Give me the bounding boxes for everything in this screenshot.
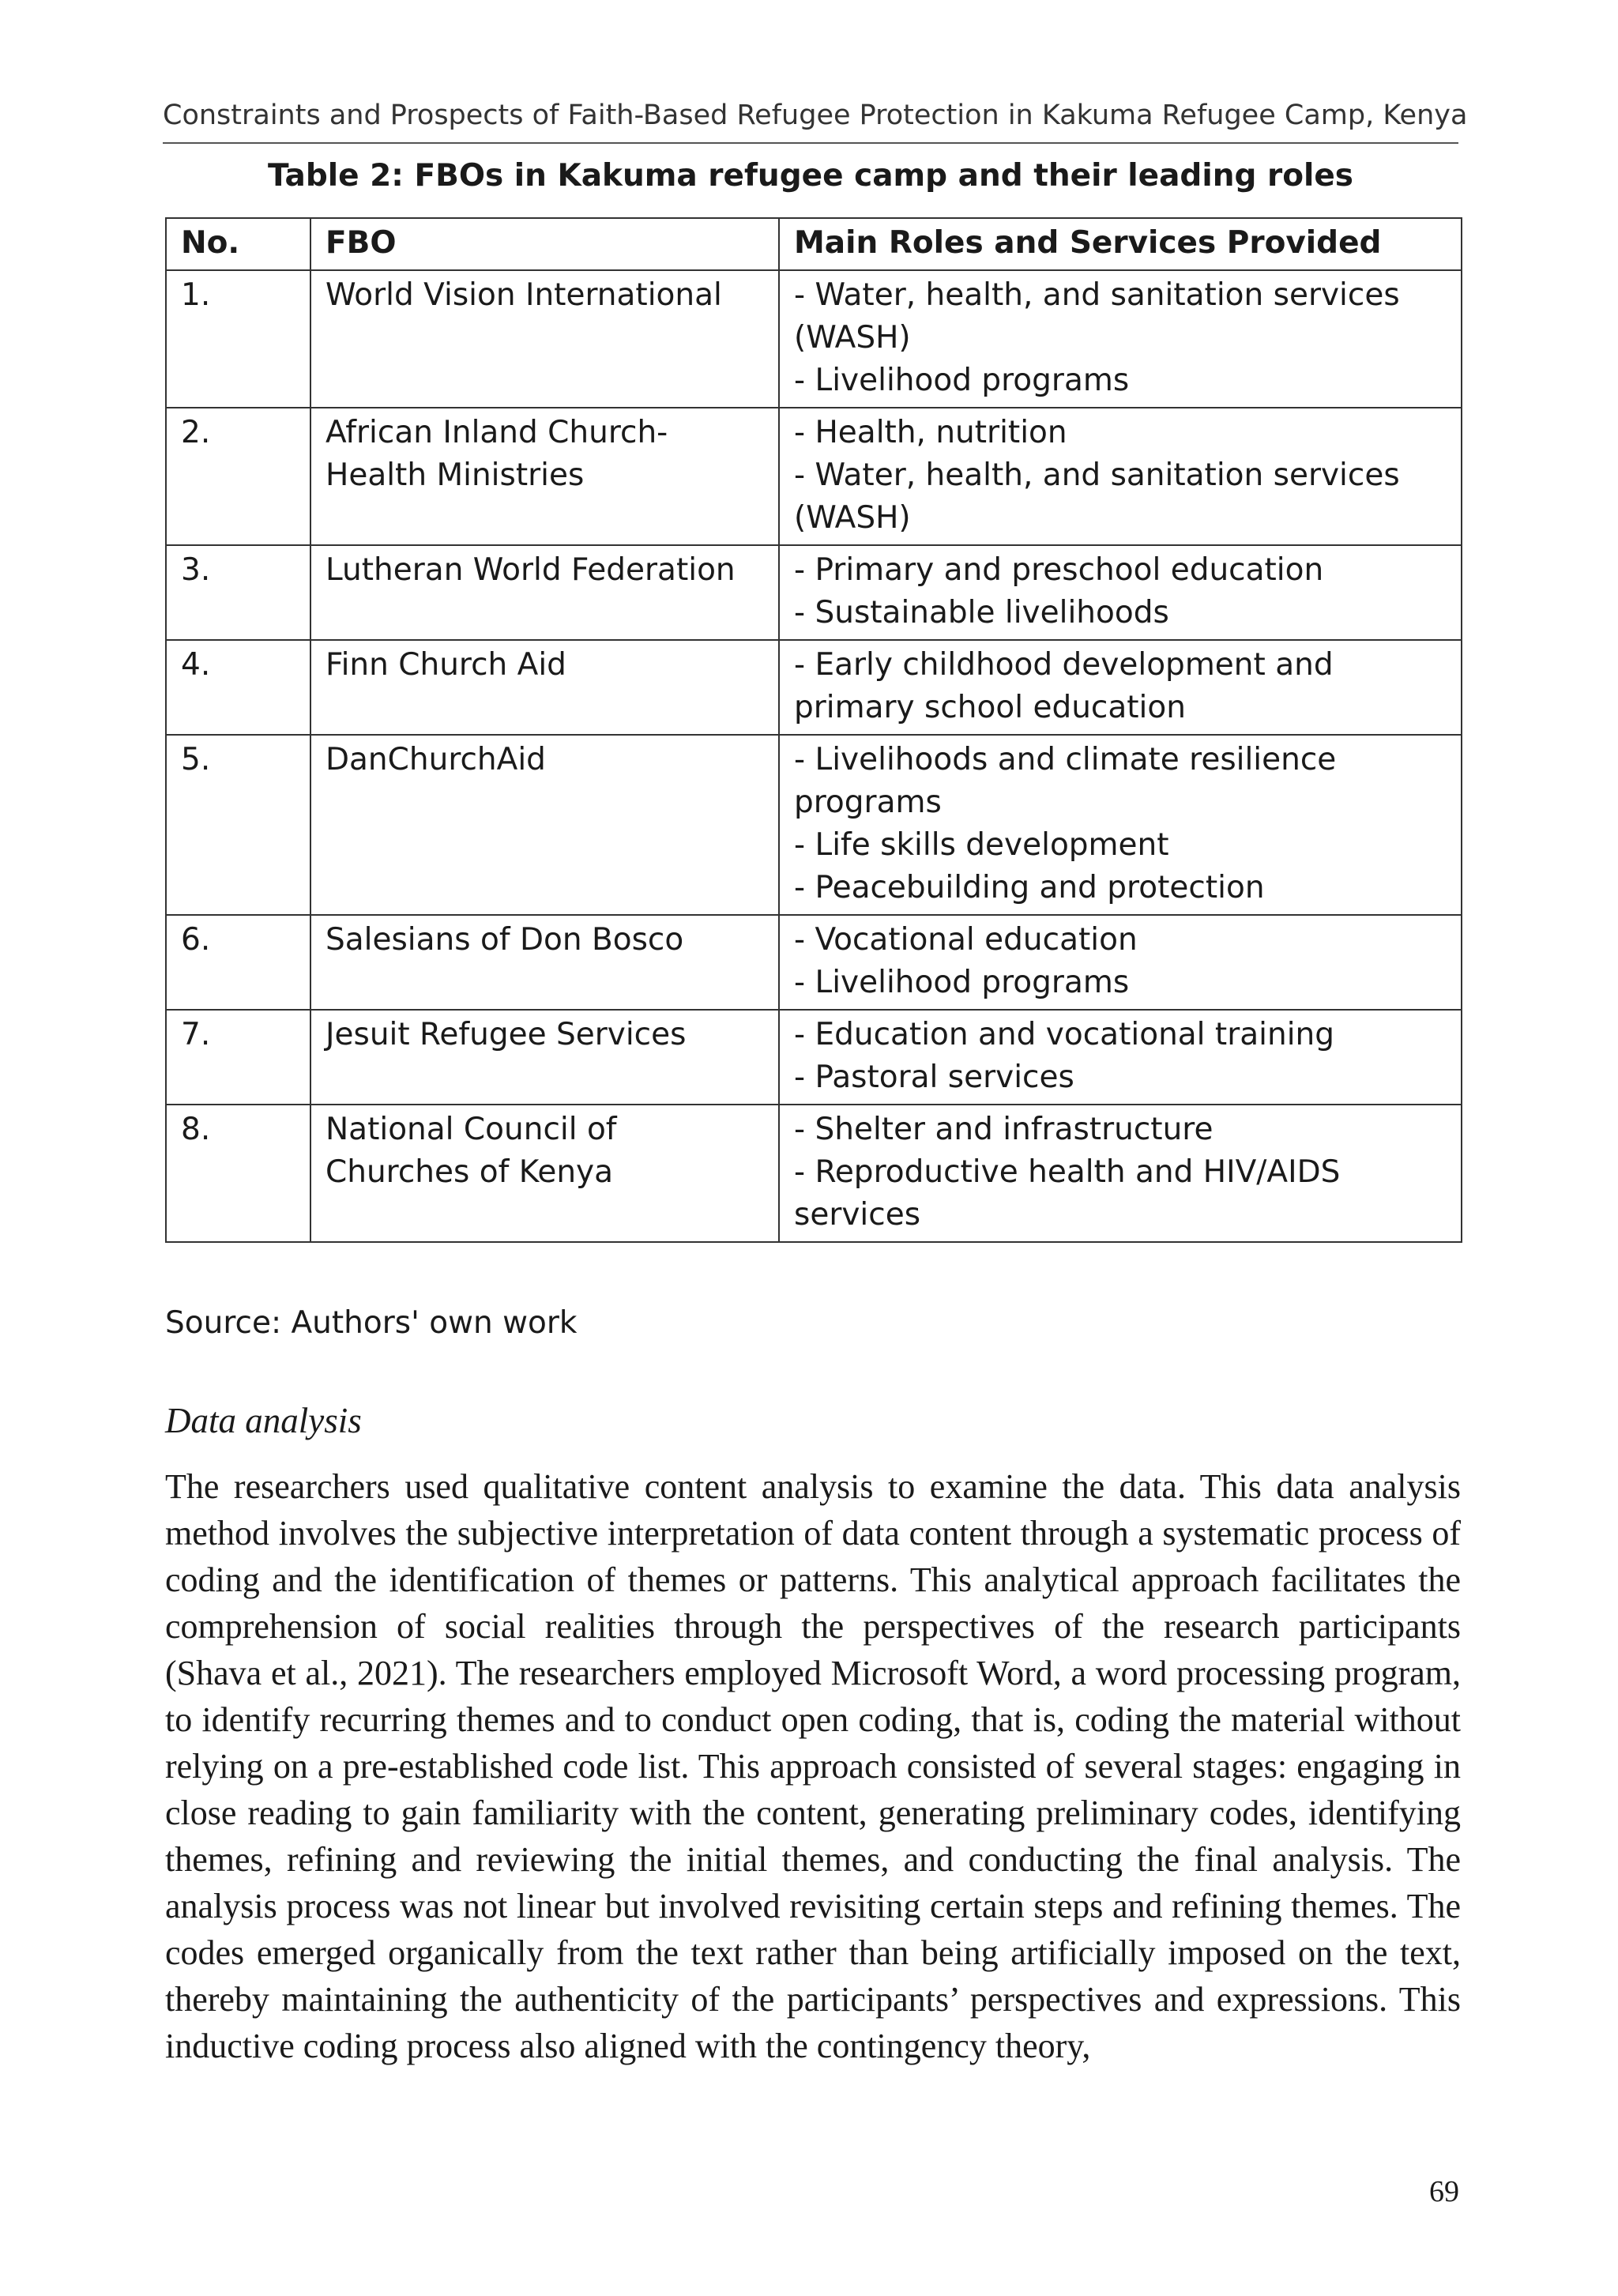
table-row xyxy=(166,270,1462,408)
role-line: (WASH) xyxy=(794,320,911,356)
role-line: - Shelter and infrastructure xyxy=(794,1112,1214,1147)
header-roles: Main Roles and Services Provided xyxy=(779,218,1462,270)
fbo-name-line: National Council of xyxy=(325,1112,617,1147)
table-title: Table 2: FBOs in Kakuma refugee camp and their leading roles xyxy=(267,158,1354,194)
role-line: - Livelihood programs xyxy=(794,965,1130,1000)
table-source: Source: Authors' own work xyxy=(165,1305,578,1341)
header-no: No. xyxy=(166,218,310,270)
role-line: - Peacebuilding and protection xyxy=(794,870,1265,905)
section-heading: Data analysis xyxy=(165,1401,362,1440)
cell-fbo xyxy=(310,270,779,408)
table-body xyxy=(166,270,1462,1242)
table-row xyxy=(166,1105,1462,1242)
cell-fbo xyxy=(310,1105,779,1242)
cell-no: 7. xyxy=(166,1010,310,1105)
role-line: - Sustainable livelihoods xyxy=(794,595,1169,630)
role-line: - Early childhood development and xyxy=(794,647,1334,683)
cell-no: 8. xyxy=(166,1105,310,1242)
role-line: (WASH) xyxy=(794,500,911,536)
table-row xyxy=(166,408,1462,545)
role-line: - Vocational education xyxy=(794,922,1138,958)
fbo-name-line: Salesians of Don Bosco xyxy=(325,922,684,958)
role-line: - Livelihood programs xyxy=(794,363,1130,398)
table-row xyxy=(166,640,1462,735)
role-line: programs xyxy=(794,785,942,820)
cell-roles xyxy=(779,640,1462,735)
fbo-name-line: African Inland Church- xyxy=(325,415,668,450)
cell-no: 1. xyxy=(166,270,310,408)
role-line: - Water, health, and sanitation services xyxy=(794,457,1400,493)
fbo-name-line: Jesuit Refugee Services xyxy=(325,1017,687,1052)
fbo-name-line: Finn Church Aid xyxy=(325,647,566,683)
role-line: - Health, nutrition xyxy=(794,415,1067,450)
table-row xyxy=(166,545,1462,640)
cell-roles xyxy=(779,545,1462,640)
header-rule xyxy=(163,142,1458,144)
cell-fbo xyxy=(310,735,779,915)
cell-roles xyxy=(779,735,1462,915)
cell-no: 4. xyxy=(166,640,310,735)
running-header: Constraints and Prospects of Faith-Based Refugee Protection in Kakuma Refugee Camp, Kenya xyxy=(163,100,1468,131)
role-line: - Education and vocational training xyxy=(794,1017,1335,1052)
role-line: - Primary and preschool education xyxy=(794,552,1324,588)
role-line: - Life skills development xyxy=(794,827,1169,863)
fbo-name-line: DanChurchAid xyxy=(325,742,546,777)
table-row xyxy=(166,1010,1462,1105)
role-line: services xyxy=(794,1197,921,1233)
header-fbo: FBO xyxy=(310,218,779,270)
role-line: - Livelihoods and climate resilience xyxy=(794,742,1337,777)
page-number: 69 xyxy=(1429,2175,1459,2208)
cell-fbo xyxy=(310,1010,779,1105)
cell-roles xyxy=(779,270,1462,408)
fbo-name-line: World Vision International xyxy=(325,277,722,313)
cell-roles xyxy=(779,915,1462,1010)
cell-no: 5. xyxy=(166,735,310,915)
table-row xyxy=(166,915,1462,1010)
role-line: - Water, health, and sanitation services xyxy=(794,277,1400,313)
cell-fbo xyxy=(310,545,779,640)
cell-fbo xyxy=(310,915,779,1010)
role-line: - Reproductive health and HIV/AIDS xyxy=(794,1154,1341,1190)
cell-roles xyxy=(779,408,1462,545)
cell-fbo xyxy=(310,640,779,735)
cell-roles xyxy=(779,1105,1462,1242)
table-header-row xyxy=(166,218,1462,270)
cell-fbo xyxy=(310,408,779,545)
body-paragraph: The researchers used qualitative content analysis to examine the data. This data analysis method involves the subjective interpretation of data content through a systematic process of coding and the identification of themes or patterns. This analytical approach facilitates the comprehension of social realities through the perspectives of the research participants (Shava et al., 2021). The researchers employed Microsoft Word, a word processing program, to identify recurring themes and to conduct open coding, that is, coding the material without relying on a pre-established code list. This approach consisted of several stages: engaging in close reading to gain familiarity with the content, generating preliminary codes, identifying themes, refining and reviewing the initial themes, and conducting the final analysis. The analysis process was not linear but involved revisiting certain steps and refining themes. The codes emerged organically from the text rather than being artificially imposed on the text, thereby maintaining the authenticity of the participants’ perspectives and expressions. This inductive coding process also aligned with the contingency theory, xyxy=(165,1467,1461,2065)
fbo-table xyxy=(165,217,1462,1243)
cell-no: 2. xyxy=(166,408,310,545)
role-line: primary school education xyxy=(794,690,1186,725)
fbo-name-line: Churches of Kenya xyxy=(325,1154,614,1190)
cell-no: 3. xyxy=(166,545,310,640)
cell-roles xyxy=(779,1010,1462,1105)
role-line: - Pastoral services xyxy=(794,1060,1074,1095)
fbo-name-line: Lutheran World Federation xyxy=(325,552,736,588)
cell-no: 6. xyxy=(166,915,310,1010)
fbo-name-line: Health Ministries xyxy=(325,457,585,493)
table-row xyxy=(166,735,1462,915)
